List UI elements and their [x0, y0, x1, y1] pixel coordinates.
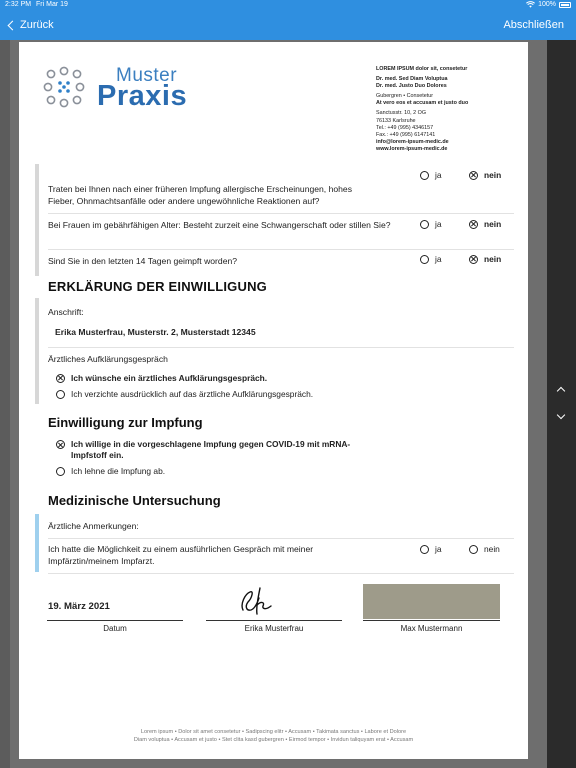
logo-dots-icon: [43, 66, 85, 108]
status-right: [526, 1, 571, 8]
doctor-stamp[interactable]: [363, 584, 500, 619]
patient-signature-label: Erika Musterfrau: [244, 624, 304, 633]
option-label: ja: [435, 544, 442, 554]
divider: [48, 573, 514, 574]
consent-heading: ERKLÄRUNG DER EINWILLIGUNG: [48, 279, 267, 294]
divider: [48, 347, 514, 348]
practice-web: www.lorem-ipsum-medic.de: [376, 145, 448, 152]
exam-yes-option[interactable]: [420, 544, 442, 554]
section-bar-active: [35, 514, 39, 572]
question-pregnancy: Bei Frauen im gebährfähigen Alter: Besteht zurzeit eine Schwangerschaft oder stillen Sie?: [48, 220, 391, 230]
chevron-down-icon[interactable]: [557, 411, 565, 419]
date-value: 19. März 2021: [48, 601, 110, 612]
date-label: Datum: [103, 624, 127, 633]
status-bar: [0, 0, 576, 11]
practice-line-2: At vero eos et accusam et justo duo: [376, 100, 469, 107]
pregnancy-no-option[interactable]: [469, 219, 501, 229]
practice-tel: Tel.: +49 (995) 4346157: [376, 124, 434, 131]
counsel-label: Ärztliches Aufklärungsgespräch: [48, 354, 168, 364]
practice-doctor-2: Dr. med. Justo Duo Dolores: [376, 83, 447, 90]
option-label: Ich wünsche ein ärztliches Aufklärungsgespräch.: [71, 373, 268, 383]
doctor-signature-line: [363, 620, 500, 621]
chevron-up-icon[interactable]: [557, 387, 565, 395]
radio-icon: [420, 255, 429, 264]
option-label: Ich lehne die Impfung ab.: [71, 466, 166, 476]
chevron-left-icon: [8, 20, 18, 30]
section-bar: [35, 298, 39, 404]
question-allergy: Traten bei Ihnen nach einer früheren Impfung allergische Erscheinungen, hohes Fieber, Ohnmachtsanfälle oder andere ungewöhnliche Reaktionen auf?: [48, 184, 352, 206]
pregnancy-yes-option[interactable]: [420, 219, 442, 229]
question-recent-vaccination: Sind Sie in den letzten 14 Tagen geimpft worden?: [48, 256, 238, 266]
divider: [48, 538, 514, 539]
option-label: nein: [484, 254, 502, 264]
date-line: [47, 620, 183, 621]
patient-signature-line: [206, 620, 342, 621]
divider: [48, 213, 514, 214]
radio-checked-icon: [56, 374, 65, 383]
option-label: nein: [484, 170, 502, 180]
radio-checked-icon: [469, 255, 478, 264]
radio-icon: [420, 220, 429, 229]
practice-tagline: LOREM IPSUM dolor sit, consetetur: [376, 66, 468, 72]
option-label: ja: [435, 254, 442, 264]
counsel-waive-option[interactable]: [56, 389, 313, 399]
recent-no-option[interactable]: [469, 254, 501, 264]
option-label: nein: [484, 219, 502, 229]
battery-percent: 100%: [538, 1, 556, 8]
vaccination-accept-option[interactable]: [56, 439, 376, 461]
practice-address: [376, 66, 468, 153]
battery-icon: [559, 2, 571, 8]
divider: [48, 249, 514, 250]
vaccination-heading: Einwilligung zur Impfung: [48, 415, 203, 430]
status-date: Fri Mar 19: [36, 1, 68, 8]
finish-button[interactable]: Abschließen: [503, 19, 564, 31]
option-label: nein: [484, 544, 500, 554]
patient-signature-icon[interactable]: [237, 584, 277, 616]
radio-icon: [56, 467, 65, 476]
section-bar: [35, 164, 39, 276]
practice-street: Sanctusstr. 10, 2 OG: [376, 110, 427, 117]
radio-icon: [420, 171, 429, 180]
radio-checked-icon: [469, 171, 478, 180]
address-value: Erika Musterfrau, Musterstr. 2, Musterstadt 12345: [55, 327, 256, 337]
back-label: Zurück: [20, 19, 54, 31]
left-margin: [0, 40, 10, 768]
status-time: 2:32 PM: [5, 1, 32, 8]
practice-fax: Fax.: +49 (995) 6147141: [376, 131, 436, 138]
wifi-icon: [526, 1, 535, 8]
exam-no-option[interactable]: [469, 544, 500, 554]
practice-doctor-1: Dr. med. Sed Diam Voluptua: [376, 76, 448, 83]
back-button[interactable]: [7, 19, 54, 31]
remarks-label[interactable]: Ärztliche Anmerkungen:: [48, 521, 139, 531]
nav-bar: [0, 11, 576, 40]
allergy-no-option[interactable]: [469, 170, 501, 180]
logo-text-muster: Muster: [116, 65, 178, 86]
address-label: Anschrift:: [48, 307, 84, 317]
vaccination-decline-option[interactable]: [56, 466, 165, 476]
option-label: ja: [435, 170, 442, 180]
practice-line-1: Gubergren • Consetetur: [376, 93, 434, 100]
practice-city: 76133 Karlsruhe: [376, 117, 416, 124]
logo-text-praxis: Praxis: [97, 80, 188, 112]
radio-icon: [56, 390, 65, 399]
radio-checked-icon: [56, 440, 65, 449]
footer-line-2: Diam voluptua • Accusam et justo • Stet clita kasd gubergren • Eirmod tempor • Invidun taliquyam erat • Accusam: [133, 737, 414, 743]
radio-icon: [420, 545, 429, 554]
doctor-signature-label: Max Mustermann: [400, 624, 463, 633]
option-label: Ich verzichte ausdrücklich auf das ärztliche Aufklärungsgespräch.: [71, 389, 314, 399]
radio-icon: [469, 545, 478, 554]
recent-yes-option[interactable]: [420, 254, 442, 264]
option-label: Ich willige in die vorgeschlagene Impfung gegen COVID-19 mit mRNA-Impfstoff ein.: [71, 439, 351, 460]
radio-checked-icon: [469, 220, 478, 229]
footer-line-1: Lorem ipsum • Dolor sit amet consetetur • Sadipscing elitr • Accusam • Takimata sanctus • Labore et Dolore: [140, 729, 407, 735]
exam-heading: Medizinische Untersuchung: [48, 493, 221, 508]
counsel-wish-option[interactable]: [56, 373, 267, 383]
allergy-yes-option[interactable]: [420, 170, 442, 180]
exam-question: Ich hatte die Möglichkeit zu einem ausführlichen Gespräch mit meiner Impfärztin/meinem Impfarzt.: [48, 544, 314, 566]
page-footer: [19, 728, 528, 744]
document-page: [19, 42, 528, 759]
option-label: ja: [435, 219, 442, 229]
practice-email: info@lorem-ipsum-medic.de: [376, 138, 449, 145]
scroll-sidebar: [547, 40, 576, 768]
